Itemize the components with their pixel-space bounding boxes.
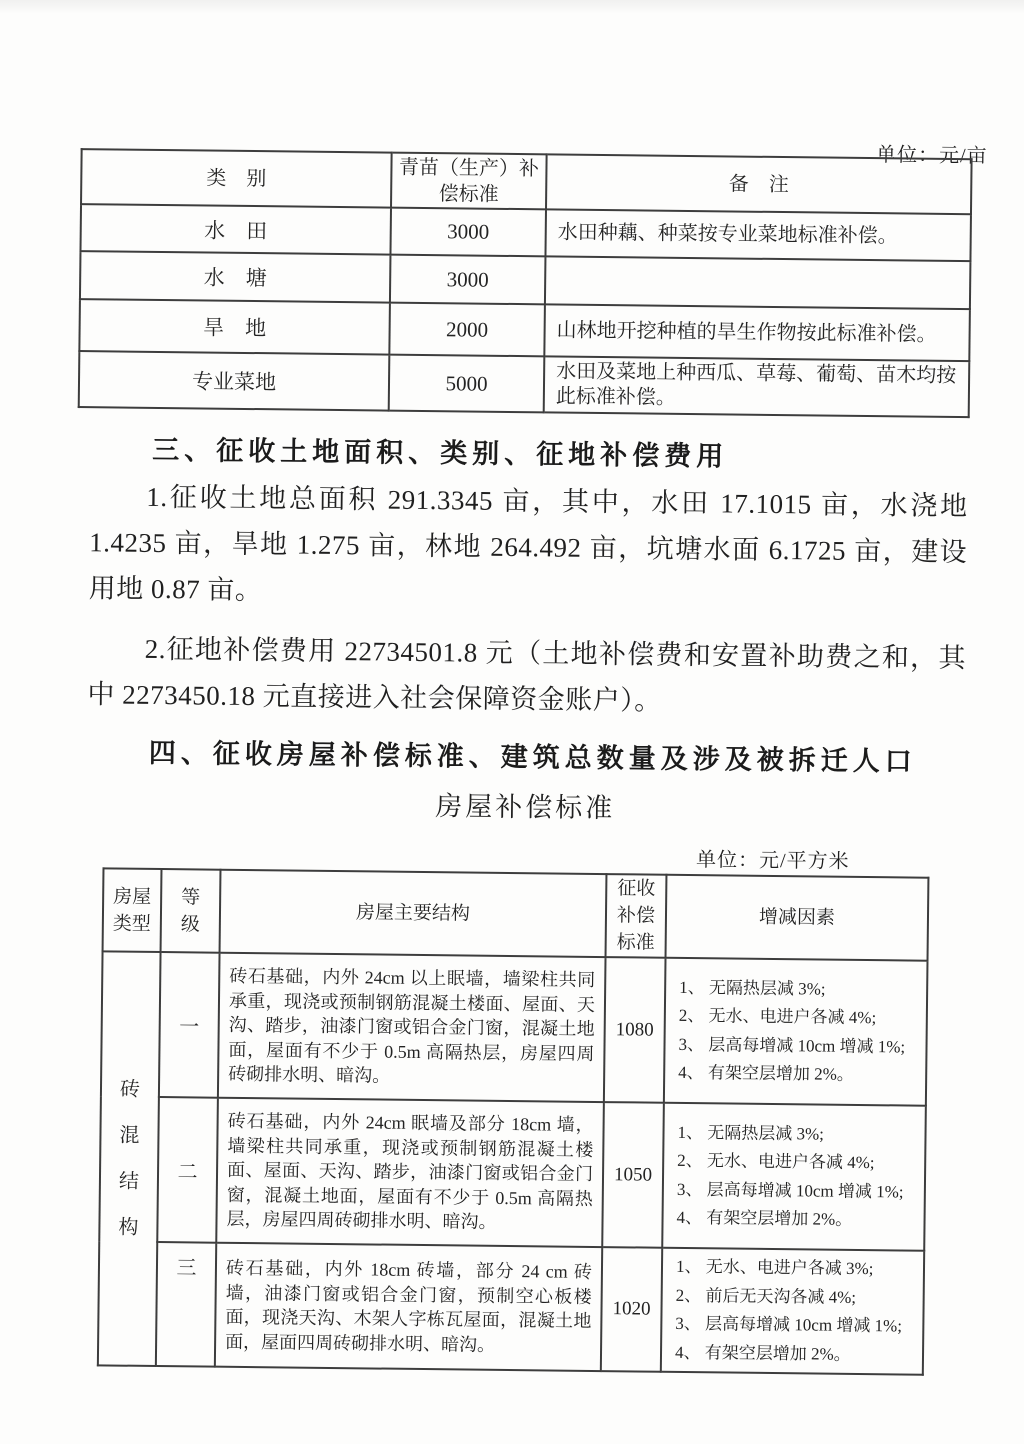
house-structure: 砖石基础，内外 24cm 眠墙及部分 18cm 墙，墙梁柱共同承重，现浇或预制钢筋混凝土楼面、屋面、天沟、踏步，油漆门窗或铝合金门窗，混凝土地面，屋面有不少于 0.5m 高隔热层，房屋四周砖砌排水明、暗沟。 [216,1098,604,1247]
table-row [99,1096,926,1250]
section-heading-4: 四、征收房屋补偿标准、建筑总数量及涉及被拆迁人口 [148,737,917,777]
unit-label-yuan-per-sqm: 单位：元/平方米 [695,849,850,873]
house-factors: 1、 无水、电进户各减 3%; 2、 前后无天沟各减 4%; 3、 层高每增减 10cm 增减 1%; 4、 有架空层增加 2%。 [661,1248,924,1375]
table-row [79,351,970,417]
house-compensation-table [97,867,930,1375]
crop-remark: 水田种藕、种菜按专业菜地标准补偿。 [545,209,971,261]
house-header-standard: 征收 补偿 标准 [606,874,667,958]
table-row [98,1241,924,1374]
crop-category: 水 田 [80,204,391,255]
house-factors: 1、 无隔热层减 3%; 2、 无水、电进户各减 4%; 3、 层高每增减 10cm 增减 1%; 4、 有架空层增加 2%。 [664,958,928,1106]
crop-standard: 3000 [390,208,546,257]
house-header-type: 房屋 类型 [103,868,162,952]
house-factors: 1、 无隔热层减 3%; 2、 无水、电进户各减 4%; 3、 层高每增减 10cm 增减 1%; 4、 有架空层增加 2%。 [662,1103,926,1251]
crop-header-category: 类 别 [81,149,392,208]
house-standard: 1050 [602,1102,664,1248]
house-structure: 砖石基础，内外 18cm 砖墙，部分 24 cm 砖墙，油漆门窗或铝合金门窗，预制空心板楼面，现浇天沟、木架人字栋瓦屋面，混凝土地面，屋面四周砖砌排水明、暗沟。 [215,1243,602,1371]
house-structure: 砖石基础，内外 24cm 以上眠墙，墙梁柱共同承重，现浇或预制钢筋混凝土楼面、屋面、天沟、踏步，油漆门窗或铝合金门窗，混凝土地面，屋面有不少于 0.5m 高隔热层，房屋四周砖砌排水明、暗沟。 [218,953,606,1102]
house-header-structure: 房屋主要结构 [220,870,607,957]
house-standard: 1020 [601,1247,662,1372]
crop-category: 专业菜地 [79,351,390,411]
house-standard: 1080 [604,957,666,1103]
house-grade: 一 [159,952,220,1098]
crop-compensation-table [78,148,973,418]
table-row [101,951,928,1105]
house-header-factors: 增减因素 [666,875,929,961]
house-table-header-row [103,868,929,960]
crop-header-remark: 备 注 [546,154,972,214]
paragraph-compensation-fee: 2.征地补偿费用 22734501.8 元（土地补偿费和安置补助费之和，其中 2273450.18 元直接进入社会保障资金账户）。 [87,633,967,716]
paragraph-land-area: 1.征收土地总面积 291.3345 亩，其中，水田 17.1015 亩，水浇地 1.4235 亩，旱地 1.275 亩，林地 264.492 亩，坑塘水面 6.1725 亩，建设用地 0.87 亩。 [88,481,968,606]
crop-category: 旱 地 [79,299,390,355]
crop-table-header-row [81,149,972,214]
house-grade: 三 [156,1242,216,1367]
crop-category: 水 塘 [80,251,391,303]
house-grade: 二 [157,1097,218,1243]
unit-label-yuan-per-mu: 单位：元/亩 [875,144,988,168]
crop-standard: 2000 [389,303,545,357]
section-heading-3: 三、征收土地面积、类别、征地补偿费用 [152,434,729,472]
crop-standard: 5000 [389,355,545,413]
crop-standard: 3000 [390,255,546,305]
house-table-title: 房屋补偿标准 [435,791,616,824]
crop-header-standard: 青苗（生产）补偿标准 [391,153,547,210]
crop-remark: 山林地开挖种植的旱生作物按此标准补偿。 [544,304,970,361]
crop-remark [545,256,971,309]
crop-remark: 水田及菜地上种西瓜、草莓、葡萄、苗木均按此标准补偿。 [544,356,970,417]
house-type-group: 砖 混 结 构 [98,951,161,1366]
house-header-grade: 等 级 [161,869,221,953]
